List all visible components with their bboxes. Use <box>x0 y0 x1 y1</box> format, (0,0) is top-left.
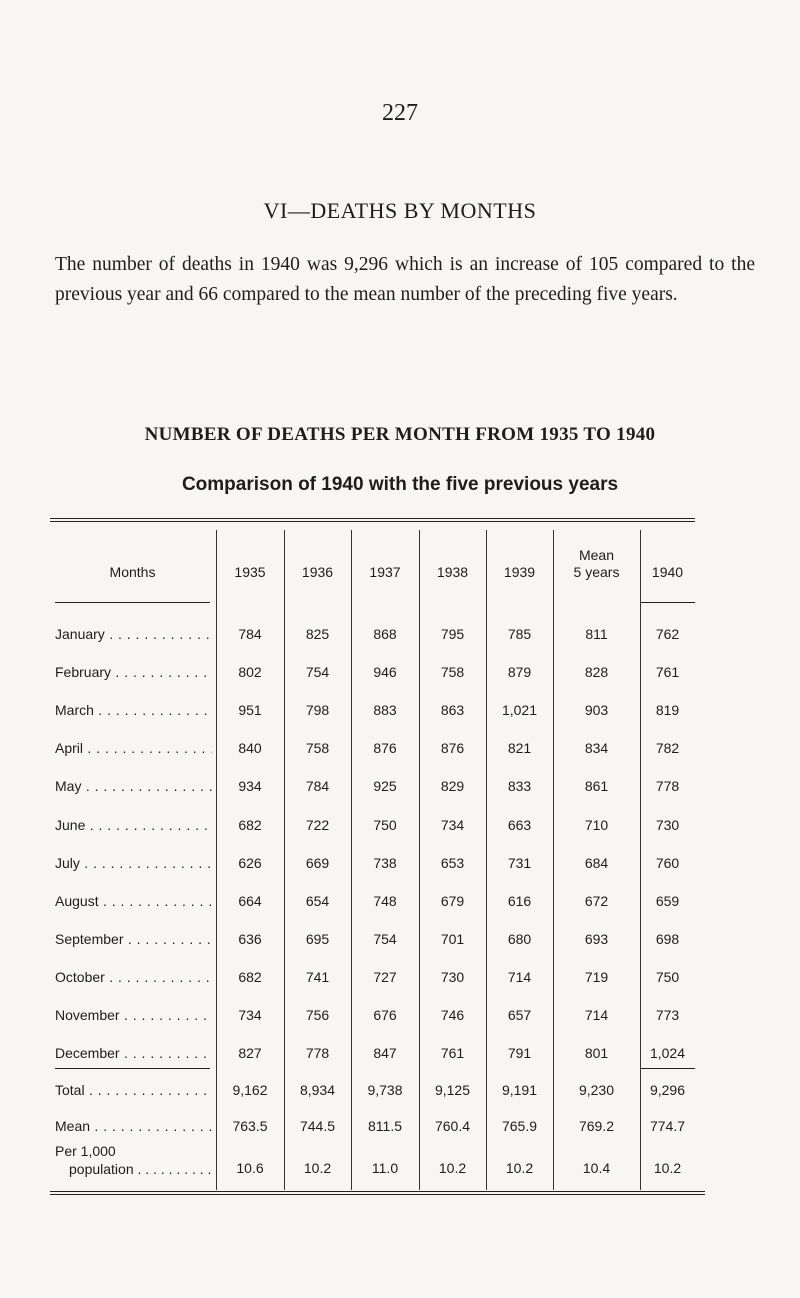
cell-1939: 616 <box>507 892 532 909</box>
cell-1939: 9,191 <box>501 1082 538 1098</box>
cell-1938: 863 <box>440 702 465 719</box>
cell-1937: 946 <box>373 664 397 681</box>
cell-1935: 682 <box>238 816 262 833</box>
cell-1935: 636 <box>238 930 262 947</box>
cell-1937: 847 <box>373 1045 397 1062</box>
cell-mean-5-years: 834 <box>584 740 609 757</box>
cell-1935: 626 <box>238 854 262 871</box>
cell-1938: 701 <box>440 930 465 947</box>
cell-1940: 750 <box>655 968 680 985</box>
cell-mean-5-years: 903 <box>584 702 609 719</box>
cell-1936: 754 <box>305 664 330 681</box>
cell-mean-5-years: 10.4 <box>582 1160 611 1176</box>
cell-1938: 679 <box>440 892 465 909</box>
cell-1939: 657 <box>507 1007 532 1023</box>
cell-1936: 722 <box>305 816 330 833</box>
cell-1940: 778 <box>655 778 680 795</box>
cell-1940: 659 <box>655 892 680 909</box>
cell-1937: 11.0 <box>371 1160 399 1176</box>
header-bottom-rule-left <box>55 602 210 603</box>
cell-1937: 9,738 <box>367 1082 403 1098</box>
cell-1935: 802 <box>238 664 262 681</box>
month-label: October . . . <box>55 969 212 985</box>
header-1938: 1938 <box>436 564 469 580</box>
per-1000-label <box>55 1142 212 1178</box>
table-heading: NUMBER OF DEATHS PER MONTH FROM 1935 TO 1940 <box>144 424 656 445</box>
cell-1936: 654 <box>305 892 330 909</box>
cell-1938: 758 <box>440 664 465 681</box>
cell-1937: 754 <box>373 930 397 947</box>
table-row <box>0 969 800 999</box>
cell-1936: 10.2 <box>303 1160 332 1176</box>
cell-1938: 760.4 <box>434 1118 471 1134</box>
table-row <box>0 1007 800 1037</box>
per-1000-label-line1: Per 1,000 <box>55 1143 116 1159</box>
cell-1939: 833 <box>507 778 532 795</box>
cell-1937: 868 <box>373 626 397 642</box>
cell-1940: 773 <box>655 1007 680 1023</box>
cell-1936: 756 <box>305 1007 330 1023</box>
cell-1936: 744.5 <box>299 1118 336 1134</box>
cell-1940: 730 <box>655 816 680 833</box>
table-row <box>0 778 800 808</box>
cell-1937: 925 <box>373 778 397 795</box>
section-title: VI—DEATHS BY MONTHS <box>263 198 537 223</box>
cell-1935: 664 <box>238 892 262 909</box>
cell-1940: 762 <box>655 626 680 642</box>
cell-1935: 784 <box>238 626 262 642</box>
cell-1938: 730 <box>440 968 465 985</box>
cell-1939: 785 <box>507 626 532 642</box>
month-label: November . . . <box>55 1007 212 1023</box>
summary-label: Mean . . . <box>55 1118 212 1134</box>
cell-1940: 10.2 <box>653 1160 682 1176</box>
cell-1937: 727 <box>373 968 397 985</box>
month-label: May . . . <box>55 778 212 794</box>
header-months: Months <box>109 564 156 580</box>
cell-mean-5-years: 861 <box>584 778 609 795</box>
cell-1940: 698 <box>655 930 680 947</box>
cell-1938: 795 <box>440 626 465 642</box>
cell-1936: 669 <box>305 854 330 871</box>
cell-1939: 879 <box>507 664 532 681</box>
per-1000-label-line2: population . . . <box>55 1160 212 1178</box>
cell-1937: 750 <box>373 816 397 833</box>
cell-1938: 653 <box>440 854 465 871</box>
cell-1936: 695 <box>305 930 330 947</box>
table-subheading: Comparison of 1940 with the five previous years <box>181 474 619 495</box>
month-label: August . . . <box>55 893 212 909</box>
cell-mean-5-years: 684 <box>584 854 609 871</box>
page-number: 227 <box>382 100 418 126</box>
cell-1935: 734 <box>238 1007 262 1023</box>
cell-1939: 714 <box>507 968 532 985</box>
table-row <box>0 817 800 847</box>
table-row <box>0 1045 800 1075</box>
cell-mean-5-years: 811 <box>585 626 608 642</box>
cell-1939: 765.9 <box>501 1118 538 1134</box>
month-label: March . . . <box>55 702 212 718</box>
cell-1938: 876 <box>440 740 465 757</box>
cell-1936: 825 <box>305 626 330 642</box>
cell-mean-5-years: 672 <box>584 892 609 909</box>
summary-label: Total . . . <box>55 1082 212 1098</box>
cell-1937: 811.5 <box>368 1118 402 1134</box>
cell-1937: 876 <box>373 740 397 757</box>
header-1939: 1939 <box>503 564 536 580</box>
month-label: April . . . <box>55 740 212 756</box>
header-1935: 1935 <box>234 564 266 580</box>
cell-1938: 9,125 <box>434 1082 471 1098</box>
cell-1939: 821 <box>507 740 532 757</box>
header-mean-line2: 5 years <box>573 564 620 580</box>
cell-1939: 663 <box>507 816 532 833</box>
cell-1939: 680 <box>507 930 532 947</box>
cell-1939: 1,021 <box>501 702 538 719</box>
cell-1938: 746 <box>440 1007 465 1023</box>
cell-mean-5-years: 769.2 <box>578 1118 615 1134</box>
cell-mean-5-years: 693 <box>584 930 609 947</box>
table-row <box>0 702 800 732</box>
header-1940: 1940 <box>651 564 684 580</box>
month-label: February . . . <box>55 664 212 680</box>
cell-1937: 883 <box>373 702 397 719</box>
cell-1939: 791 <box>507 1045 532 1062</box>
per-1000-row <box>0 1142 800 1184</box>
header-1936: 1936 <box>301 564 334 580</box>
cell-1940: 819 <box>655 702 680 719</box>
cell-mean-5-years: 828 <box>584 664 609 681</box>
cell-1935: 682 <box>238 968 262 985</box>
cell-mean-5-years: 714 <box>584 1007 609 1023</box>
cell-1939: 731 <box>507 854 532 871</box>
cell-1937: 738 <box>373 854 397 871</box>
month-label: July . . . <box>55 855 212 871</box>
table-top-rule-2 <box>50 521 695 522</box>
cell-1935: 9,162 <box>232 1082 268 1098</box>
cell-1937: 676 <box>373 1007 397 1023</box>
cell-1935: 10.6 <box>236 1160 264 1176</box>
cell-1938: 761 <box>440 1045 465 1062</box>
cell-1936: 784 <box>305 778 330 795</box>
cell-1938: 829 <box>440 778 465 795</box>
cell-1940: 760 <box>655 854 680 871</box>
month-label: December . . . <box>55 1045 212 1061</box>
cell-mean-5-years: 710 <box>584 816 609 833</box>
table-top-rule <box>50 518 695 519</box>
month-label: September . . . <box>55 931 212 947</box>
cell-1940: 1,024 <box>649 1045 686 1062</box>
month-label: June . . . <box>55 817 212 833</box>
cell-1940: 761 <box>655 664 680 681</box>
table-row <box>0 931 800 961</box>
cell-1940: 782 <box>655 740 680 757</box>
intro-paragraph: The number of deaths in 1940 was 9,296 which is an increase of 105 compared to the previous year and 66 compared to the mean number of the preceding five years. <box>55 254 755 305</box>
table-row <box>0 855 800 885</box>
cell-1936: 741 <box>305 968 330 985</box>
header-bottom-rule-right <box>640 602 695 603</box>
cell-1935: 763.5 <box>232 1118 268 1134</box>
summary-row <box>0 1082 800 1112</box>
month-label: January . . . <box>55 626 212 642</box>
cell-1936: 758 <box>305 740 330 757</box>
cell-1936: 778 <box>305 1045 330 1062</box>
cell-1936: 798 <box>305 702 330 719</box>
table-bottom-rule-2 <box>50 1194 705 1195</box>
table-row <box>0 626 800 656</box>
cell-1935: 934 <box>238 778 262 795</box>
cell-1939: 10.2 <box>505 1160 534 1176</box>
header-1937: 1937 <box>369 564 401 580</box>
cell-mean-5-years: 801 <box>584 1045 609 1062</box>
header-mean-line1: Mean <box>578 547 615 563</box>
cell-1935: 840 <box>238 740 262 757</box>
cell-mean-5-years: 719 <box>584 968 609 985</box>
header-mean-5-years <box>553 547 640 581</box>
cell-1936: 8,934 <box>299 1082 336 1098</box>
cell-1935: 951 <box>238 702 262 719</box>
cell-1935: 827 <box>238 1045 262 1062</box>
cell-1938: 10.2 <box>438 1160 467 1176</box>
table-row <box>0 740 800 770</box>
table-row <box>0 893 800 923</box>
cell-1937: 748 <box>373 892 397 909</box>
cell-1940: 9,296 <box>649 1082 686 1098</box>
cell-mean-5-years: 9,230 <box>578 1082 615 1098</box>
table-row <box>0 664 800 694</box>
cell-1940: 774.7 <box>649 1118 686 1134</box>
table-bottom-rule <box>50 1191 705 1192</box>
cell-1938: 734 <box>440 816 465 833</box>
